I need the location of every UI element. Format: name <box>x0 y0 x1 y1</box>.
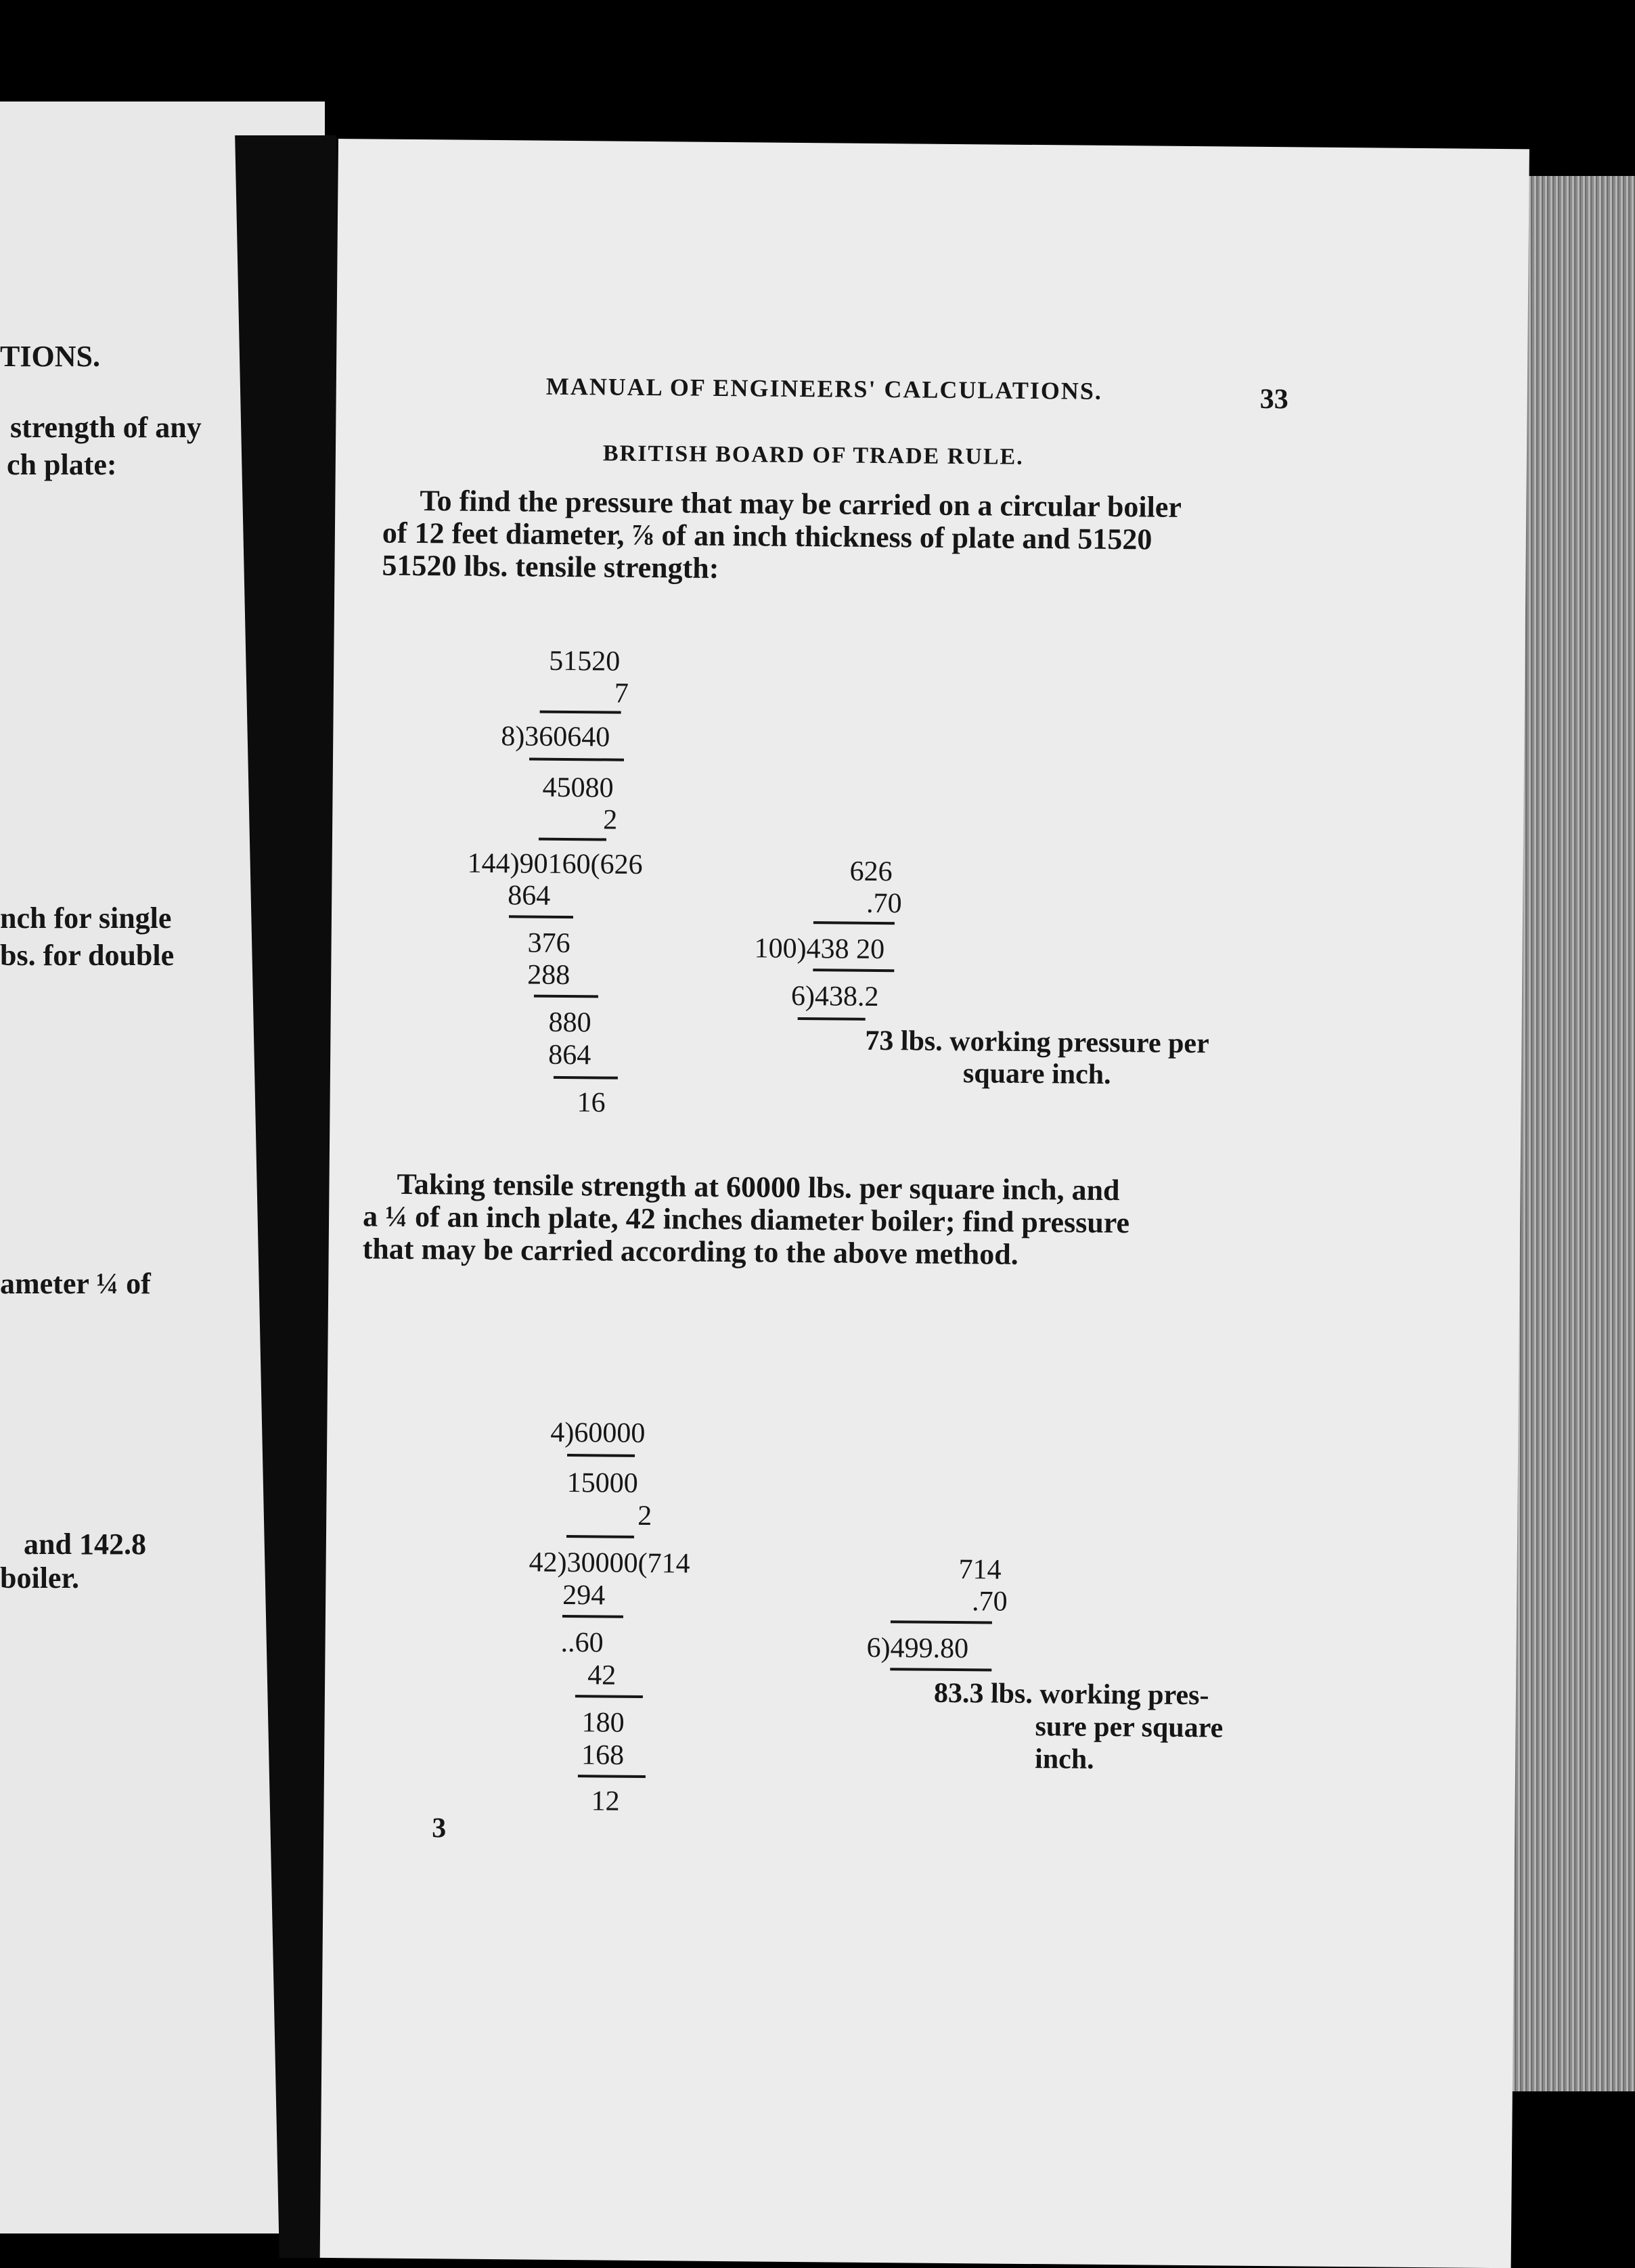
calc-value: 100)438 20 <box>754 933 885 966</box>
paragraph-line: Taking tensile strength at 60000 lbs. per square inch, and <box>397 1167 1120 1207</box>
calc-value: 6)438.2 <box>790 980 879 1013</box>
calc-value: 714 <box>958 1554 1002 1586</box>
facing-line: strength of any <box>10 411 202 444</box>
calc-value: 8)360640 <box>501 721 610 753</box>
calc-value: 880 <box>548 1006 591 1039</box>
calc-rule <box>562 1615 623 1618</box>
calc-rule <box>534 995 598 998</box>
calc-value: 376 <box>527 927 570 960</box>
calc-rule <box>554 1076 618 1080</box>
paragraph-line: that may be carried according to the above method. <box>362 1232 1018 1271</box>
calc-value: 15000 <box>566 1467 638 1499</box>
facing-line: and 142.8 <box>24 1528 146 1561</box>
signature-mark: 3 <box>432 1813 447 1844</box>
calc-rule <box>798 1017 866 1021</box>
calc-value: 144)90160(626 <box>467 847 643 881</box>
calc-value: 16 <box>577 1087 606 1119</box>
calc-value: 180 <box>581 1707 625 1739</box>
calc-value: 168 <box>581 1739 625 1771</box>
facing-line: ameter ¼ of <box>0 1267 151 1300</box>
calc-rule <box>575 1695 643 1698</box>
calc-rule <box>813 921 895 925</box>
calc-value: 288 <box>527 959 570 992</box>
paragraph-line: of 12 feet diameter, ⅞ of an inch thickness of plate and 51520 <box>382 516 1152 556</box>
running-header: MANUAL OF ENGINEERS' CALCULATIONS. <box>545 372 1103 405</box>
calc-value: .70 <box>866 887 902 920</box>
section-heading: BRITISH BOARD OF TRADE RULE. <box>602 441 1024 470</box>
page-number: 33 <box>1259 383 1289 416</box>
calc-value: 42)30000(714 <box>529 1547 690 1580</box>
facing-line: nch for single <box>0 902 172 935</box>
calc-rule <box>891 1620 992 1624</box>
calc-value: 864 <box>547 1039 591 1071</box>
main-page <box>320 139 1529 2268</box>
calc-value: 2 <box>637 1500 652 1532</box>
calc-value: 12 <box>591 1785 620 1817</box>
calc-rule <box>567 1454 635 1457</box>
facing-line: bs. for double <box>0 939 175 972</box>
calc-value: .70 <box>971 1586 1008 1618</box>
calc-rule <box>566 1535 634 1538</box>
facing-line: TIONS. <box>0 340 100 373</box>
calc-value: 42 <box>587 1660 617 1691</box>
calc-value: 864 <box>508 880 551 912</box>
calc-value: 2 <box>603 804 618 836</box>
calc-value: ..60 <box>560 1626 604 1659</box>
result-line: inch. <box>1034 1743 1094 1775</box>
calc-rule <box>509 915 573 918</box>
calc-value: 45080 <box>542 772 614 804</box>
result-line: square inch. <box>962 1058 1111 1091</box>
calc-value: 6)499.80 <box>866 1632 969 1665</box>
calc-rule <box>540 711 621 714</box>
paragraph-line: 51520 lbs. tensile strength: <box>382 548 719 585</box>
calc-rule <box>890 1668 991 1671</box>
calc-rule <box>578 1775 646 1778</box>
calc-value: 51520 <box>549 645 621 677</box>
result-line: 83.3 lbs. working pres- <box>933 1677 1209 1712</box>
calc-value: 626 <box>849 855 893 888</box>
facing-line: boiler. <box>0 1561 79 1595</box>
calc-value: 294 <box>562 1579 606 1611</box>
calc-rule <box>529 757 624 761</box>
paragraph-line: To find the pressure that may be carried on a circular boiler <box>420 484 1182 524</box>
result-line: 73 lbs. working pressure per <box>865 1025 1209 1060</box>
calc-rule <box>539 838 606 841</box>
calc-value: 7 <box>614 677 629 709</box>
paragraph-line: a ¼ of an inch plate, 42 inches diameter boiler; find pressure <box>362 1199 1130 1240</box>
calc-rule <box>813 969 894 972</box>
calc-value: 4)60000 <box>550 1417 646 1450</box>
result-line: sure per square <box>1035 1711 1224 1744</box>
facing-line: ch plate: <box>7 448 117 481</box>
